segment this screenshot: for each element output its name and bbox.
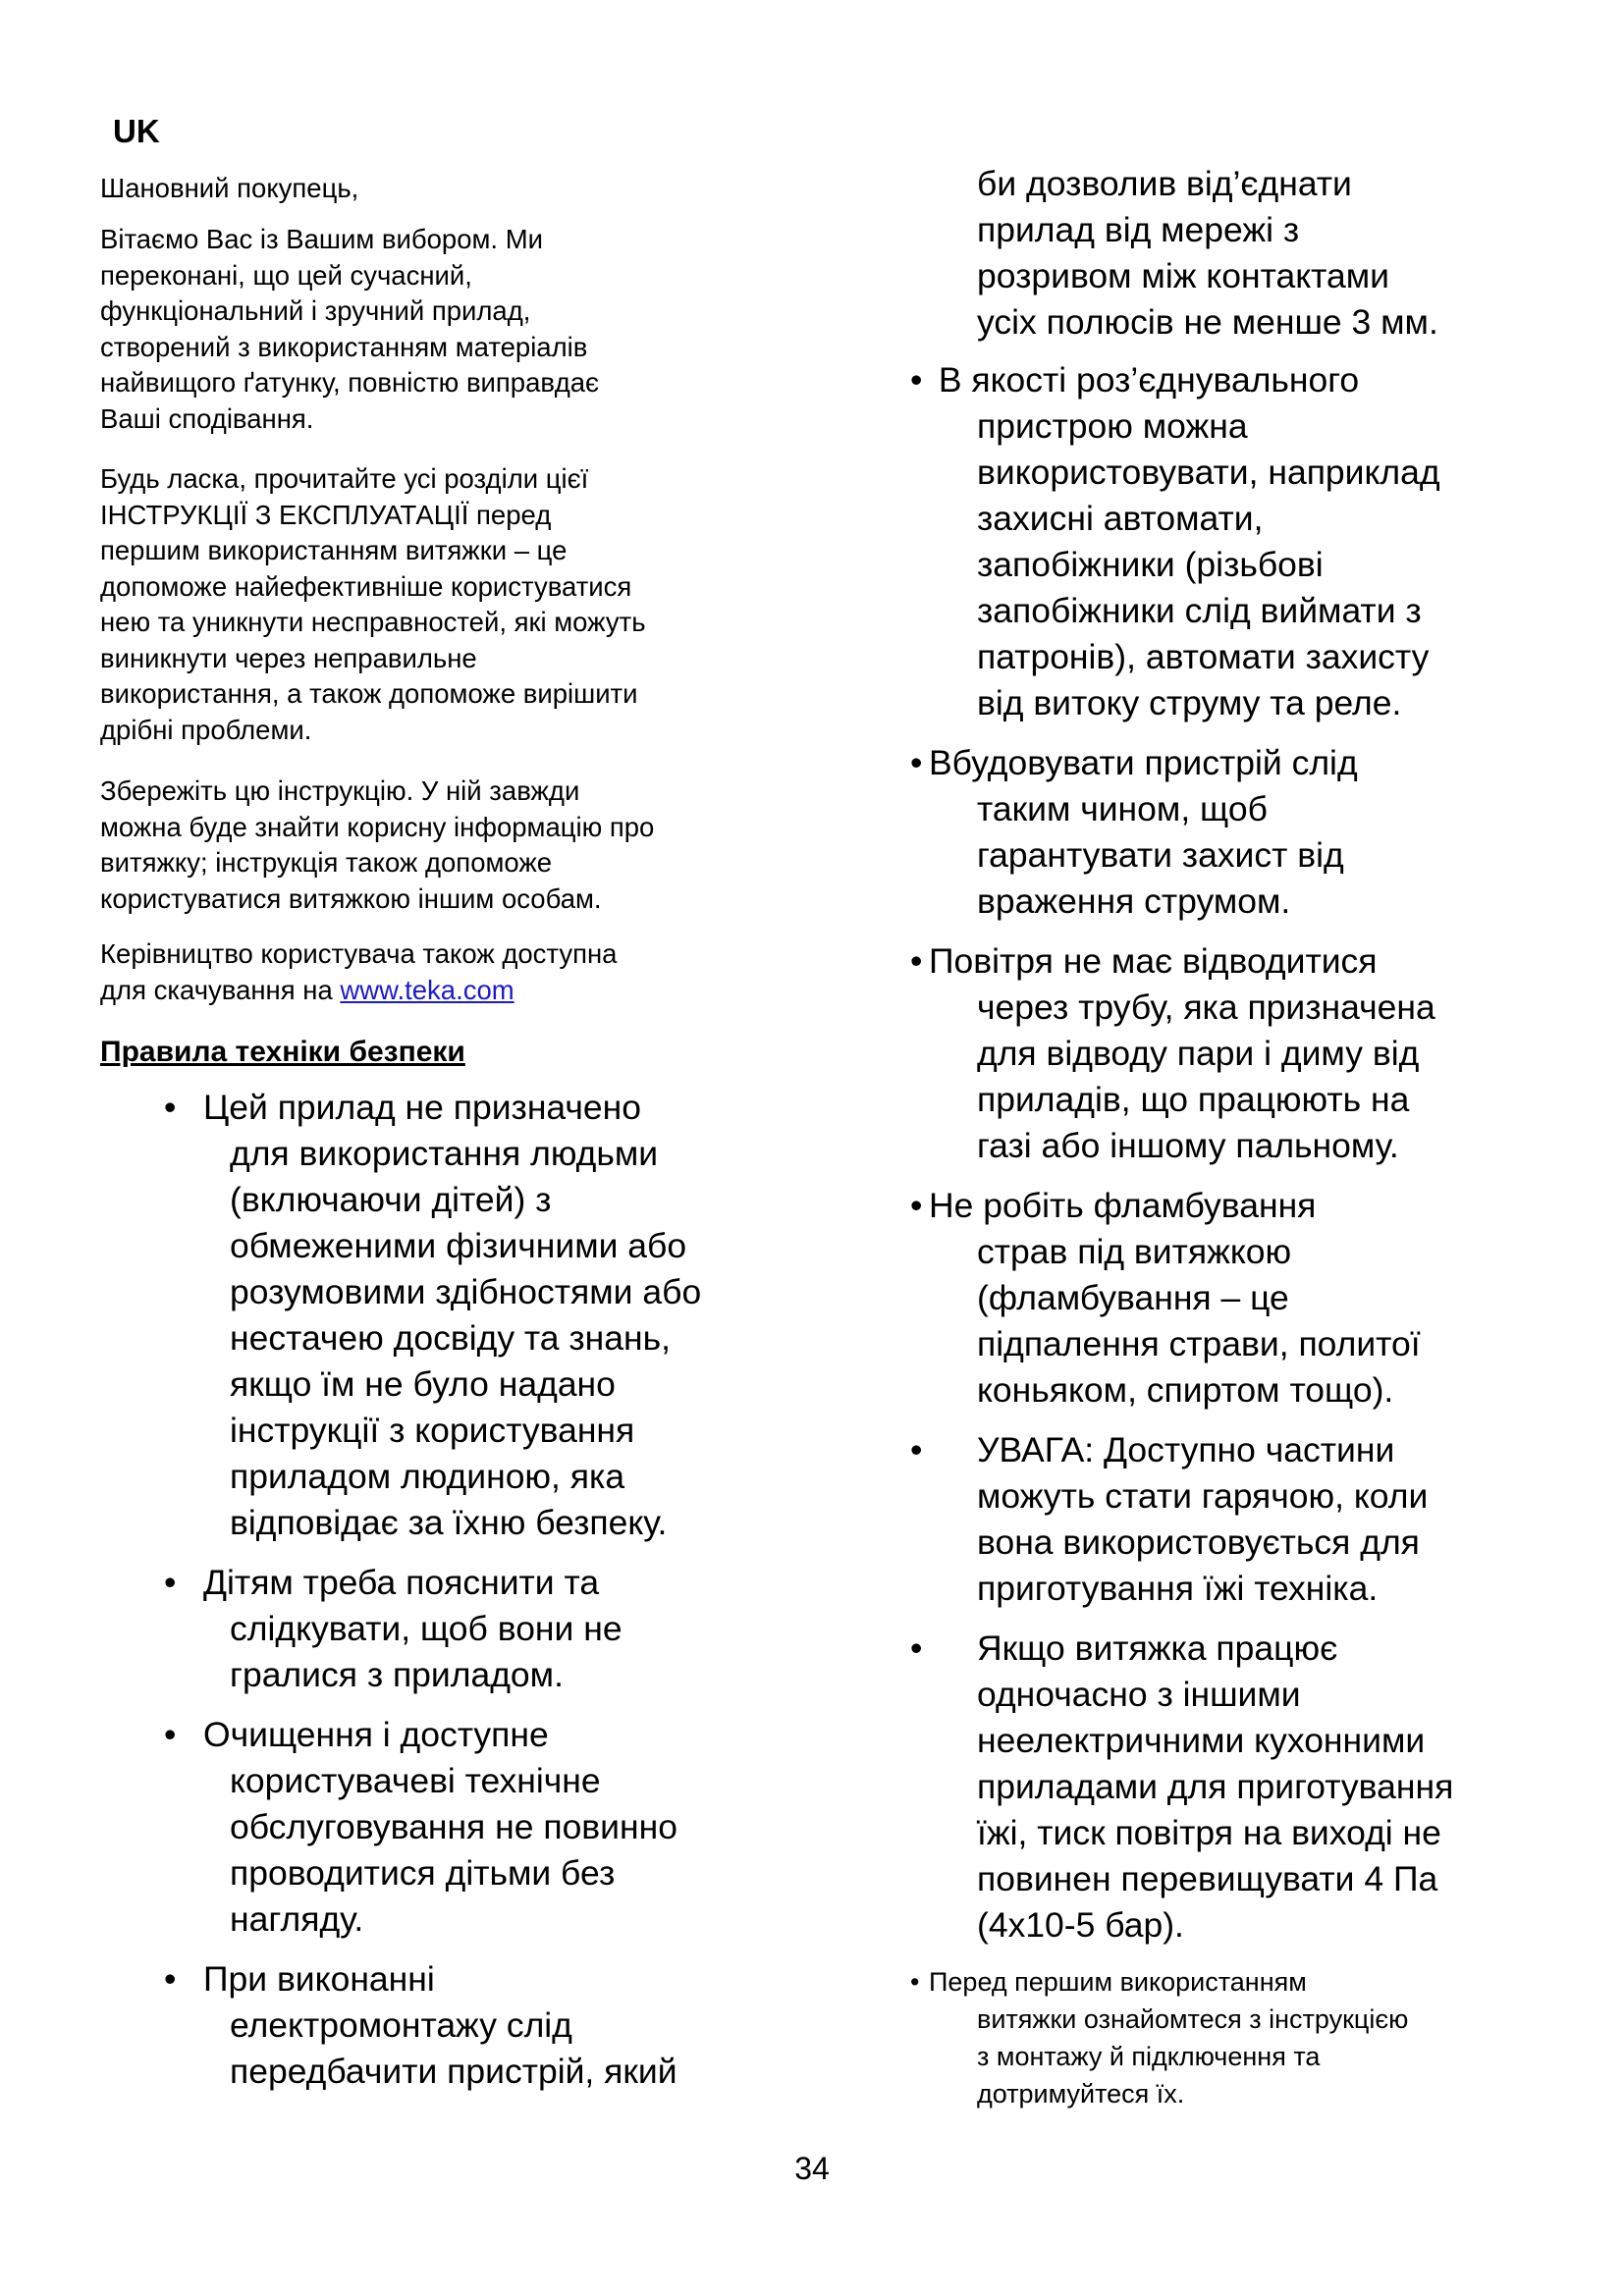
salutation: Шановний покупець, (100, 173, 359, 203)
list-item: • В якості роз’єднувального пристрою можна використовувати, наприклад захисні автомати, запобіжники (різьбові запобіжники слід виймати з патронів), автомати захисту від витоку струму та реле. (898, 357, 1556, 726)
bullet-icon: • (164, 1563, 177, 1602)
intro-paragraph-3: Збережіть цю інструкцію. У ній завжди можна буде знайти корисну інформацію про витяжку; інструкція також допоможе користуватися витяжкою іншим особам. (100, 775, 655, 914)
bullet-icon: • (164, 1959, 177, 1999)
bullet-icon: • (910, 1629, 923, 1668)
list-item: • Дітям треба пояснити та слідкувати, щоб вони не гралися з приладом. (164, 1560, 851, 1698)
intro-paragraph-2: Будь ласка, прочитайте усі розділи цієї ІНСТРУКЦІЇ З ЕКСПЛУАТАЦІЇ перед першим використанням витяжки – це допоможе найефективніше користуватися нею та уникнути несправностей, які можуть виникнути через неправильне використання, а також допоможе вирішити дрібні проблеми. (100, 463, 646, 745)
list-item: • При виконанні електромонтажу слід передбачити пристрій, який (164, 1956, 851, 2095)
safety-list-left (164, 1085, 851, 2109)
list-item: • Вбудовувати пристрій слід таким чином, щоб гарантувати захист від враження струмом. (898, 740, 1556, 925)
intro-paragraph-4: Керівництво користувача також доступна для скачування на www.teka.com (100, 938, 618, 1005)
safety-heading: Правила техніки безпеки (100, 1036, 465, 1068)
safety-list-right (898, 357, 1556, 1962)
list-item: • УВАГА: Доступно частини можуть стати гарячою, коли вона використовується для приготування їжі техніка. (898, 1427, 1556, 1612)
list-item: • Перед першим використанням витяжки ознайомтеся з інструкцією з монтажу й підключення та дотримуйтеся їх. (898, 1963, 1527, 2112)
list-item-continuation: би дозволив від’єднати прилад від мережі з розривом між контактами усіх полюсів не менше 3 мм. (977, 164, 1438, 342)
bullet-icon: • (164, 1088, 177, 1127)
list-item: • Якщо витяжка працює одночасно з іншими неелектричними кухонними приладами для приготування їжі, тиск повітря на виході не повинен перевищувати 4 Па (4x10-5 бар). (898, 1626, 1556, 1949)
bullet-icon: • (910, 1430, 923, 1469)
page-number: 34 (794, 2151, 830, 2186)
safety-list-right-small (898, 1963, 1527, 2112)
bullet-icon: • (910, 941, 923, 981)
bullet-icon: • (910, 360, 923, 400)
bullet-icon: • (910, 743, 923, 782)
bullet-icon: • (910, 1967, 920, 1997)
intro-paragraph-1: Вітаємо Вас із Вашим вибором. Ми переконані, що цей сучасний, функціональний і зручний прилад, створений з використанням матеріалів найвищого ґатунку, повністю виправдає Ваші сподівання. (100, 224, 600, 434)
list-item: • Цей прилад не призначено для використання людьми (включаючи дітей) з обмеженими фізичними або розумовими здібностями або нестачею досвіду та знань, якщо їм не було надано інструкції з користування приладом людиною, яка відповідає за їхню безпеку. (164, 1085, 851, 1546)
language-label: UK (113, 113, 160, 149)
list-item: • Не робіть фламбування страв під витяжкою (фламбування – це підпалення страви, политої коньяком, спиртом тощо). (898, 1183, 1556, 1414)
website-link[interactable]: www.teka.com (340, 974, 514, 1005)
bullet-icon: • (164, 1715, 177, 1754)
bullet-icon: • (910, 1186, 923, 1225)
list-item: • Повітря не має відводитися через трубу, яка призначена для відводу пари і диму від приладів, що працюють на газі або іншому пальному. (898, 938, 1556, 1169)
list-item: • Очищення і доступне користувачеві технічне обслуговування не повинно проводитися дітьми без нагляду. (164, 1712, 851, 1943)
